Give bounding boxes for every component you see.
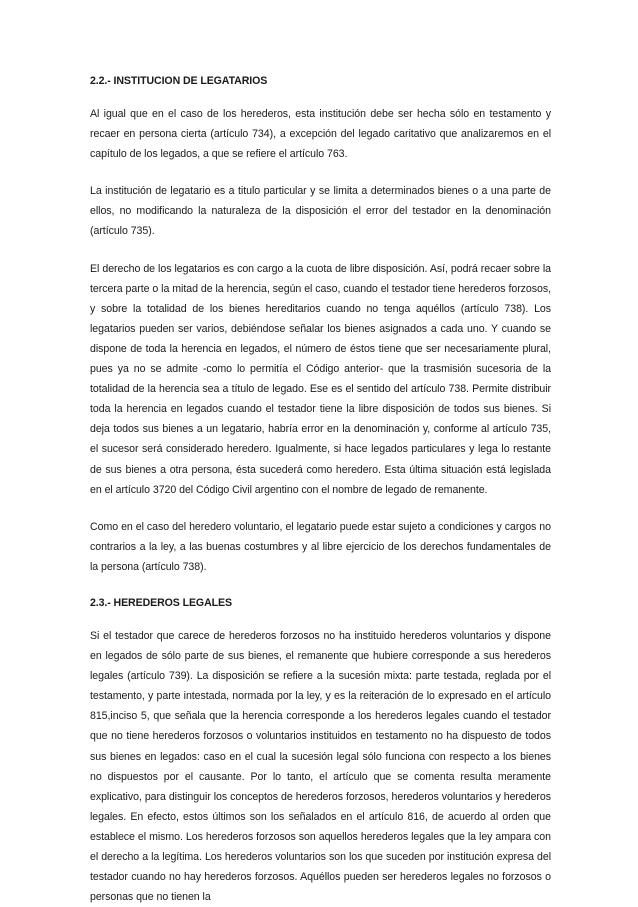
paragraph: La institución de legatario es a titulo particular y se limita a determinados bienes o a una parte de ellos, no modificando la naturaleza de la disposición el error del testador en la denominación (artículo 735).	[90, 185, 551, 238]
paragraph: Si el testador que carece de herederos forzosos no ha instituido herederos voluntarios y dispone en legados de sólo parte de sus bienes, el remanente que hubiere corresponde a sus herederos legales (artículo 739). La disposición se refiere a la sucesión mixta: parte testada, reglada por el testamento, y parte intestada, normada por la ley, y es la reiteración de lo expresado en el artículo 815,inciso 5, que señala que la herencia corresponde a los herederos legales cuando el testador que no tiene herederos forzosos o voluntarios instituidos en testamento no ha dispuesto de todos sus bienes en legados: caso en el cual la sucesión legal sólo funciona con respecto a los bienes no dispuestos por el causante. Por lo tanto, el artículo que se comenta resulta meramente explicativo, para distinguir los conceptos de herederos forzosos, herederos voluntarios y herederos legales. En efecto, estos últimos son los señalados en el artículo 816, de acuerdo al orden que establece el mismo. Los herederos forzosos son aquellos herederos legales que la ley ampara con el derecho a la legítima. Los herederos voluntarios son los que suceden por institución expresa del testador cuando no hay herederos forzosos. Aquéllos pueden ser herederos legales no forzosos o personas que no tienen la	[90, 629, 551, 904]
section-heading-legatarios: 2.2.- INSTITUCION DE LEGATARIOS	[90, 75, 268, 87]
paragraph: El derecho de los legatarios es con cargo a la cuota de libre disposición. Así, podrá recaer sobre la tercera parte o la mitad de la herencia, según el caso, cuando el testador tiene herederos forzosos, y sobre la totalidad de los bienes hereditarios cuando no tenga aquéllos (artículo 738). Los legatarios pueden ser varios, debiéndose señalar los bienes asignados a cada uno. Y cuando se dispone de toda la herencia en legados, el número de éstos tiene que ser necesariamente plural, pues ya no se admite -como lo permitía el Código anterior- que la trasmisión sucesoria de la totalidad de la herencia sea a título de legado. Ese es el sentido del artículo 738. Permite distribuir toda la herencia en legados cuando el testador tiene la libre disposición de todos sus bienes. Si deja todos sus bienes a un legatario, habría error en la denominación y, conforme al artículo 735, el sucesor será considerado heredero. Igualmente, si hace legados particulares y lega lo restante de sus bienes a otra persona, ésta sucederá como heredero. Esta última situación está legislada en el artículo 3720 del Código Civil argentino con el nombre de legado de remanente.	[90, 262, 551, 496]
paragraph: Al igual que en el caso de los herederos, esta institución debe ser hecha sólo en testamento y recaer en persona cierta (artículo 734), a excepción del legado caritativo que analizaremos en el capítulo de los legados, a que se refiere el artículo 763.	[90, 108, 551, 161]
paragraph: Como en el caso del heredero voluntario, el legatario puede estar sujeto a condiciones y cargos no contrarios a la ley, a las buenas costumbres y al libre ejercicio de los derechos fundamentales de la persona (artículo 738).	[90, 520, 551, 573]
section-heading-herederos-legales: 2.3.- HEREDEROS LEGALES	[90, 596, 232, 609]
